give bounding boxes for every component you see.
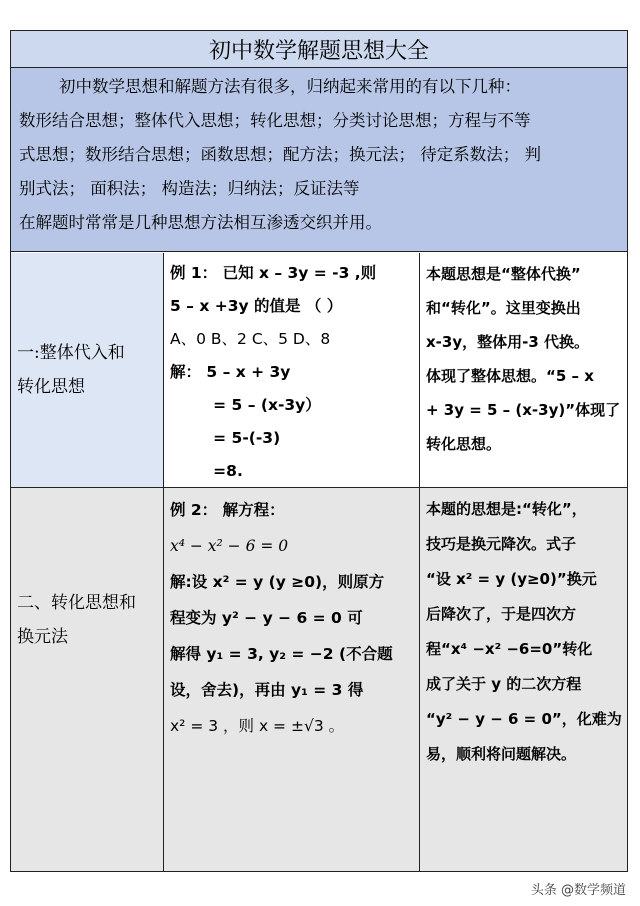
example-line: 解得 y₁ = 3, y₂ = −2 (不合题 [170, 645, 393, 663]
note-line: 转化思想。 [426, 435, 502, 453]
note-line: “设 x² = y (y≥0)”换元 [426, 570, 597, 588]
section-heading-line: 换元法 [17, 626, 68, 647]
example-line: = 5-(-3) [170, 429, 281, 447]
intro-line: 初中数学思想和解题方法有很多，归纳起来常用的有以下几种： [59, 77, 521, 96]
intro-line: 在解题时常常是几种思想方法相互渗透交织并用。 [19, 213, 382, 232]
example-line: 解： 5 – x + 3y [170, 363, 291, 381]
equation: x⁴ − x² − 6 = 0 [170, 537, 289, 555]
section-heading-line: 一:整体代入和 [17, 343, 125, 363]
example-line: 设，舍去)，再由 y₁ = 3 得 [170, 681, 364, 699]
example-line: 解:设 x² = y (y ≥0)，则原方 [170, 573, 385, 591]
section-1-heading [11, 253, 163, 487]
example-line: 5 – x +3y 的值是 （ ） [170, 297, 343, 315]
section-1-note [420, 253, 627, 487]
section-2-note [420, 488, 627, 871]
example-line: 程变为 y² − y − 6 = 0 可 [170, 609, 363, 627]
note-line: 本题的思想是:“转化”， [426, 500, 587, 518]
document-table [10, 30, 628, 872]
intro-line: 别式法； 面积法； 构造法；归纳法；反证法等 [19, 179, 360, 198]
footer-credit [531, 879, 626, 898]
example-line: x² = 3 ，则 x = ±√3 。 [170, 717, 345, 735]
section-2-heading [11, 488, 163, 871]
column-divider [419, 253, 420, 871]
example-options: A、0 B、2 C、5 D、8 [170, 330, 331, 348]
row-divider [11, 487, 627, 488]
note-line: 本题思想是“整体代换” [426, 265, 581, 283]
example-line: 例 1： 已知 x – 3y = -3 ,则 [170, 264, 377, 282]
intro-line: 数形结合思想；整体代入思想；转化思想；分类讨论思想；方程与不等 [19, 111, 531, 130]
intro-block [11, 68, 627, 252]
section-1-example [164, 253, 419, 487]
section-heading-line: 转化思想 [17, 377, 85, 397]
note-line: 和“转化”。这里变换出 [426, 299, 581, 317]
note-line: 技巧是换元降次。式子 [426, 535, 577, 553]
intro-line: 式思想；数形结合思想；函数思想；配方法；换元法； 待定系数法； 判 [19, 145, 541, 164]
note-line: 程“x⁴ −x² −6=0”转化 [426, 640, 593, 658]
note-line: 成了关于 y 的二次方程 [426, 675, 582, 693]
note-line: 体现了整体思想。“5 – x [426, 367, 594, 385]
example-line: = 5 – (x-3y） [170, 396, 321, 414]
note-line: 易，顺利将问题解决。 [426, 745, 577, 763]
column-divider [163, 253, 164, 871]
note-line: + 3y = 5 – (x-3y)”体现了 [426, 401, 621, 419]
example-line: 例 2： 解方程： [170, 501, 285, 519]
note-line: x-3y，整体用-3 代换。 [426, 333, 590, 351]
section-2-example [164, 488, 419, 871]
note-line: “y² − y − 6 = 0”，化难为 [426, 710, 622, 728]
section-heading-line: 二、转化思想和 [17, 592, 136, 613]
page-title: 初中数学解题思想大全 [11, 31, 627, 68]
footer-text: 头条 @数学频道 [530, 883, 626, 898]
note-line: 后降次了，于是四次方 [426, 605, 577, 623]
example-line: =8. [170, 462, 243, 480]
